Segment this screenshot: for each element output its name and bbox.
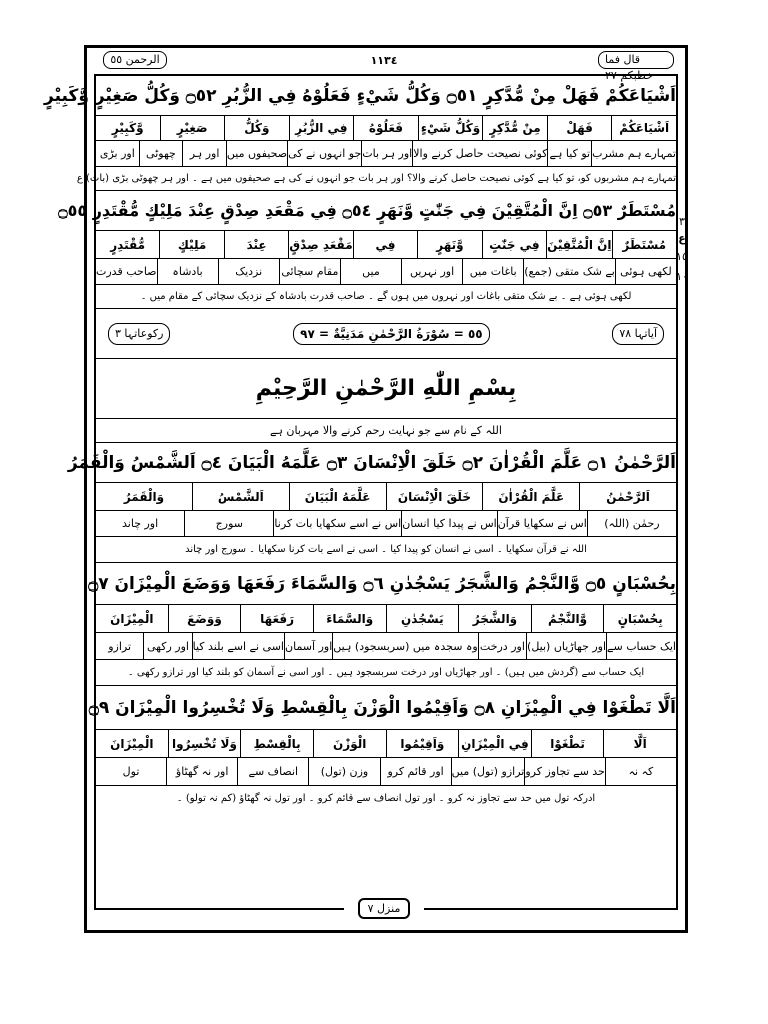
meaning-cell: باغات میں bbox=[462, 259, 523, 284]
meaning-cell: تو کیا ہے bbox=[547, 141, 591, 166]
manzil-label: منزل ٧ bbox=[358, 898, 411, 919]
meaning-cell: اور ہر بات bbox=[361, 141, 412, 166]
meaning-cell: اور قائم کرو bbox=[380, 758, 451, 785]
meaning-cell: اس نے پیدا کیا انسان bbox=[401, 511, 496, 536]
word-cell: اَلرَّحْمٰنُ bbox=[579, 483, 676, 510]
ruku-ayat-count: ١٠ bbox=[676, 270, 688, 283]
word-cell: فِي جَنّٰتٍ bbox=[482, 231, 546, 258]
word-cell: فِي bbox=[353, 231, 417, 258]
word-cell: وَوَضَعَ bbox=[168, 605, 241, 632]
word-cell: اَلَّا bbox=[603, 730, 676, 757]
meaning-cell: ترازو bbox=[108, 639, 132, 653]
meaning-cell: اور بڑی bbox=[99, 147, 135, 160]
surah-banner bbox=[96, 309, 676, 359]
ruku-count: ١٥ bbox=[676, 250, 688, 263]
word-cell: اِنَّ الْمُتَّقِيْنَ bbox=[546, 231, 611, 258]
ruku-count-label: رکوعاتہا ٣ bbox=[108, 323, 170, 345]
bismillah: بِسْمِ اللّٰهِ الرَّحْمٰنِ الرَّحِيْمِ bbox=[96, 359, 676, 419]
meaning-cell: ترازو (تول) میں bbox=[451, 758, 525, 785]
translation-line-2: لکھی ہوئی ہے ۔ بے شک متقی باغات اور نہروں میں ہوں گے ۔ صاحب قدرت بادشاہ کے نزدیک سچائی کے مقام میں ۔ bbox=[96, 285, 676, 309]
ayah-line-2: مُسْتَطَرٌ ۝٥٣ اِنَّ الْمُتَّقِيْنَ فِي جَنّٰتٍ وَّنَهَرٍ ۝٥٤ فِي مَقْعَدِ صِدْقٍ عِنْدَ مَلِيْكٍ مُّقْتَدِرٍ ۝٥٥ bbox=[96, 191, 676, 231]
meaning-cell: وزن (تول) bbox=[308, 758, 379, 785]
word-cell: رَفَعَهَا bbox=[240, 605, 313, 632]
word-cell: مَلِيْكٍ bbox=[159, 231, 223, 258]
ruku-ain: ع bbox=[678, 232, 686, 245]
word-cell: بِالْقِسْطِ bbox=[240, 730, 313, 757]
ayah-line-3: اَلرَّحْمٰنُ ۝١ عَلَّمَ الْقُرْاٰنَ ۝٢ خَلَقَ الْاِنْسَانَ ۝٣ عَلَّمَهُ الْبَيَانَ ۝٤ اَلشَّمْسُ وَالْقَمَرُ bbox=[96, 443, 676, 483]
meaning-cell: اس نے سکھایا قرآن bbox=[497, 511, 587, 536]
meaning-cell: جو انہوں نے کی bbox=[287, 141, 361, 166]
word-cell: مُّقْتَدِرٍ bbox=[110, 237, 146, 252]
meaning-cell: انصاف سے bbox=[237, 758, 308, 785]
ayah-line-1: اَشْيَاعَكُمْ فَهَلْ مِنْ مُّدَّكِرٍ ۝٥١ وَكُلُّ شَيْءٍ فَعَلُوْهُ فِي الزُّبُرِ ۝٥٢ وَكُلُّ صَغِيْرٍ وَّكَبِيْرٍ bbox=[96, 76, 676, 116]
page-number: ١١٣٤ bbox=[370, 53, 398, 67]
meaning-cell: اور ہر bbox=[182, 141, 226, 166]
word-cell: مُسْتَطَرٌ bbox=[612, 231, 676, 258]
header-para-label: قال فما خطبکم ٢٧ bbox=[598, 50, 674, 70]
word-cell: فِي الزُّبُرِ bbox=[289, 116, 354, 140]
translation-line-5: ادرکہ تول میں حد سے تجاوز نہ کرو ۔ اور تول انصاف سے قائم کرو ۔ اور تول نہ گھٹاؤ (کم نہ تولو) ۔ bbox=[176, 793, 596, 804]
meaning-cell: بے شک متقی (جمع) bbox=[523, 259, 615, 284]
meaning-cell: تمہارے ہم مشرب bbox=[591, 141, 676, 166]
word-cell: وَلَا تُخْسِرُوا bbox=[168, 730, 241, 757]
word-row-5 bbox=[96, 730, 676, 758]
word-cell: عِنْدَ bbox=[224, 231, 288, 258]
meaning-cell: مقام سچائی bbox=[279, 259, 340, 284]
meaning-cell: نزدیک bbox=[218, 259, 279, 284]
word-cell: مِنْ مُّدَّكِرٍ bbox=[482, 116, 547, 140]
meaning-cell: چھوٹی bbox=[139, 141, 183, 166]
meaning-cell: اور نہ گھٹاؤ bbox=[166, 758, 237, 785]
word-row-1 bbox=[96, 116, 676, 141]
word-cell: مَقْعَدِ صِدْقٍ bbox=[288, 231, 352, 258]
word-cell: اَشْيَاعَكُمْ bbox=[611, 116, 676, 140]
word-cell: فِي الْمِيْزَانِ bbox=[458, 730, 531, 757]
word-row-3 bbox=[96, 483, 676, 511]
word-cell: بِحُسْبَانٍ bbox=[603, 605, 676, 632]
meaning-cell: صحیفوں میں bbox=[226, 141, 287, 166]
word-cell: وَّنَهَرٍ bbox=[417, 231, 481, 258]
surah-name: ٥٥ = سُوْرَةُ الرَّحْمٰنِ مَدَنِيَّةٌ = ٩٧ bbox=[293, 323, 489, 345]
translation-line-4: ایک حساب سے (گردش میں ہیں) ۔ اور جھاڑیاں اور درخت سربسجود ہیں ۔ اور اسی نے آسمان کو بلند کیا اور ترازو رکھی ۔ bbox=[96, 660, 676, 686]
word-row-4 bbox=[96, 605, 676, 633]
meaning-cell: اور رکھی bbox=[143, 633, 191, 659]
meaning-cell: سورج bbox=[184, 511, 273, 536]
meaning-cell: اور چاند bbox=[122, 517, 159, 530]
meaning-cell: لکھی ہوئی bbox=[615, 259, 676, 284]
meaning-cell: حد سے تجاوز کرو bbox=[524, 758, 604, 785]
word-cell: الْوَزْنَ bbox=[313, 730, 386, 757]
meaning-cell: بادشاہ bbox=[157, 259, 218, 284]
ruku-number: ٣ bbox=[679, 215, 685, 228]
word-row-2 bbox=[96, 231, 676, 259]
meaning-cell: اور نہریں bbox=[401, 259, 462, 284]
word-cell: وَالشَّجَرُ bbox=[458, 605, 531, 632]
word-cell: عَلَّمَهُ الْبَيَانَ bbox=[289, 483, 386, 510]
translation-line-1: تمہارے ہم مشربوں کو، تو کیا ہے کوئی نصیحت حاصل کرنے والا؟ اور ہر بات جو انہوں نے کی ہے صحیفوں میں ہے ۔ اور ہر چھوٹی بڑی (بات) ع bbox=[96, 167, 676, 191]
meaning-cell: کوئی نصیحت حاصل کرنے والا bbox=[412, 141, 547, 166]
word-cell: وَّكَبِيْرٍ bbox=[111, 121, 144, 135]
meaning-cell: صاحب قدرت bbox=[96, 265, 157, 278]
word-cell: فَعَلُوْهُ bbox=[353, 116, 418, 140]
ayah-line-5: اَلَّا تَطْغَوْا فِي الْمِيْزَانِ ۝٨ وَاَقِيْمُوا الْوَزْنَ بِالْقِسْطِ وَلَا تُخْسِرُوا الْمِيْزَانَ ۝٩ bbox=[96, 686, 676, 730]
word-cell: تَطْغَوْا bbox=[531, 730, 604, 757]
meaning-cell: رحمٰن (اللہ) bbox=[587, 511, 676, 536]
word-cell: فَهَلْ bbox=[547, 116, 612, 140]
word-cell: وَكُلُّ bbox=[224, 116, 289, 140]
meaning-cell: کہ نہ bbox=[605, 758, 676, 785]
meaning-row-2 bbox=[96, 259, 676, 285]
meaning-cell: ایک حساب سے bbox=[606, 633, 676, 659]
meaning-row-4 bbox=[96, 633, 676, 660]
word-cell: الْمِيْزَانَ bbox=[110, 611, 154, 626]
meaning-cell: میں bbox=[340, 259, 401, 284]
meaning-cell: اور آسمان bbox=[284, 633, 332, 659]
manzil-marker bbox=[344, 888, 424, 928]
word-cell: صَغِيْرٍ bbox=[160, 116, 225, 140]
word-cell: عَلَّمَ الْقُرْاٰنَ bbox=[482, 483, 579, 510]
meaning-row-3 bbox=[96, 511, 676, 537]
ayat-count-label: آیاتہا ٧٨ bbox=[612, 323, 664, 345]
word-cell: وَالسَّمَاءَ bbox=[313, 605, 386, 632]
meaning-cell: اس نے اسے سکھایا بات کرنا bbox=[273, 511, 401, 536]
meaning-cell: اور درخت bbox=[478, 633, 526, 659]
word-cell: وَاَقِيْمُوا bbox=[386, 730, 459, 757]
word-cell: الْمِيْزَانَ bbox=[110, 736, 154, 751]
word-cell: وَكُلُّ شَيْءٍ bbox=[418, 116, 483, 140]
meaning-row-5 bbox=[96, 758, 676, 786]
meaning-cell: اسی نے اسے بلند کیا bbox=[192, 633, 284, 659]
meaning-cell: وہ سجدہ میں (سربسجود) ہیں bbox=[332, 633, 477, 659]
header-surah-label: الرحمن ٥٥ bbox=[100, 50, 170, 70]
meaning-row-1 bbox=[96, 141, 676, 167]
translation-line-3: اللہ نے قرآن سکھایا ۔ اسی نے انسان کو پیدا کیا ۔ اسی نے اسے بات کرنا سکھایا ۔ سورج اور چاند bbox=[96, 537, 676, 563]
word-cell: اَلشَّمْسُ bbox=[192, 483, 289, 510]
ayah-line-4: بِحُسْبَانٍ ۝٥ وَّالنَّجْمُ وَالشَّجَرُ يَسْجُدٰنِ ۝٦ وَالسَّمَاءَ رَفَعَهَا وَوَضَعَ الْمِيْزَانَ ۝٧ bbox=[96, 563, 676, 605]
meaning-cell: تول bbox=[122, 765, 140, 778]
word-cell: يَسْجُدٰنِ bbox=[386, 605, 459, 632]
word-cell: وَالْقَمَرُ bbox=[123, 489, 165, 504]
word-cell: خَلَقَ الْاِنْسَانَ bbox=[386, 483, 483, 510]
word-cell: وَّالنَّجْمُ bbox=[531, 605, 604, 632]
meaning-cell: اور جھاڑیاں (بیل) bbox=[526, 633, 606, 659]
bismillah-translation: اللہ کے نام سے جو نہایت رحم کرنے والا مہربان ہے bbox=[96, 419, 676, 443]
